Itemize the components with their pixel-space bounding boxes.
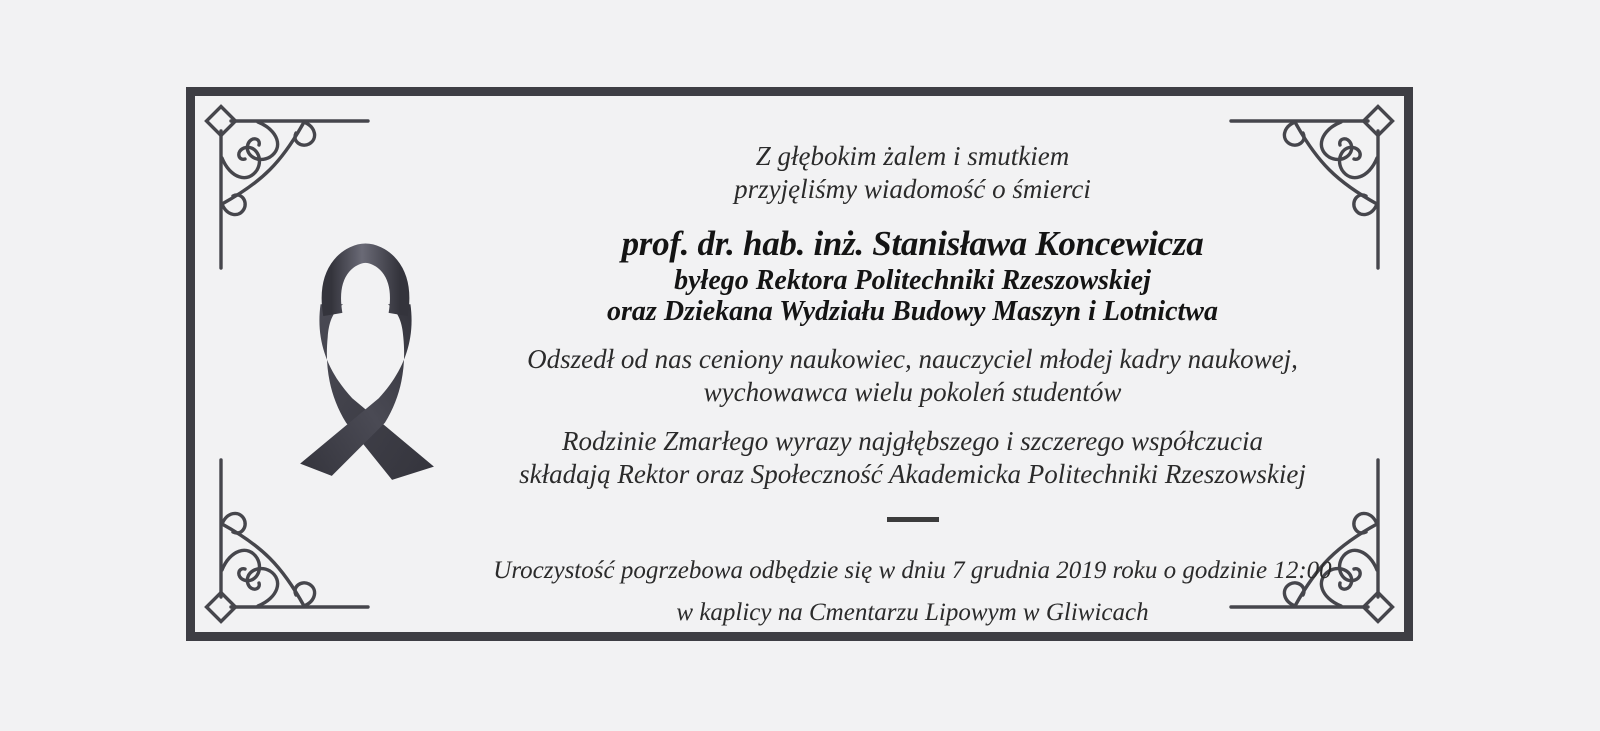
condolence-text-column — [460, 96, 1365, 634]
memorial-card — [186, 87, 1413, 641]
condolence-text — [460, 425, 1365, 491]
deceased-name: prof. dr. hab. inż. Stanisława Koncewicza — [621, 224, 1204, 263]
condolence-line-1: Rodzinie Zmarłego wyrazy najgłębszego i szczerego współczucia — [562, 426, 1263, 456]
funeral-line-2: w kaplicy na Cmentarzu Lipowym w Gliwicach — [676, 599, 1149, 626]
intro-text — [460, 140, 1365, 206]
divider-rule — [887, 517, 939, 522]
deceased-titles — [460, 265, 1365, 327]
intro-line-2: przyjęliśmy wiadomość o śmierci — [734, 174, 1091, 204]
tribute-line-1: Odszedł od nas ceniony naukowiec, nauczyciel młodej kadry naukowej, — [527, 344, 1298, 374]
tribute-line-2: wychowawca wielu pokoleń studentów — [703, 377, 1122, 407]
deceased-title-line-1: byłego Rektora Politechniki Rzeszowskiej — [674, 265, 1151, 296]
deceased-title-line-2: oraz Dziekana Wydziału Budowy Maszyn i Lotnictwa — [607, 296, 1218, 327]
condolence-line-2: składają Rektor oraz Społeczność Akademicka Politechniki Rzeszowskiej — [519, 459, 1306, 489]
tribute-text — [460, 343, 1365, 409]
funeral-line-1: Uroczystość pogrzebowa odbędzie się w dniu 7 grudnia 2019 roku o godzinie 12:00 — [493, 557, 1332, 584]
mourning-ribbon-icon — [283, 243, 448, 483]
funeral-details-text — [460, 550, 1365, 634]
intro-line-1: Z głębokim żalem i smutkiem — [755, 141, 1070, 171]
